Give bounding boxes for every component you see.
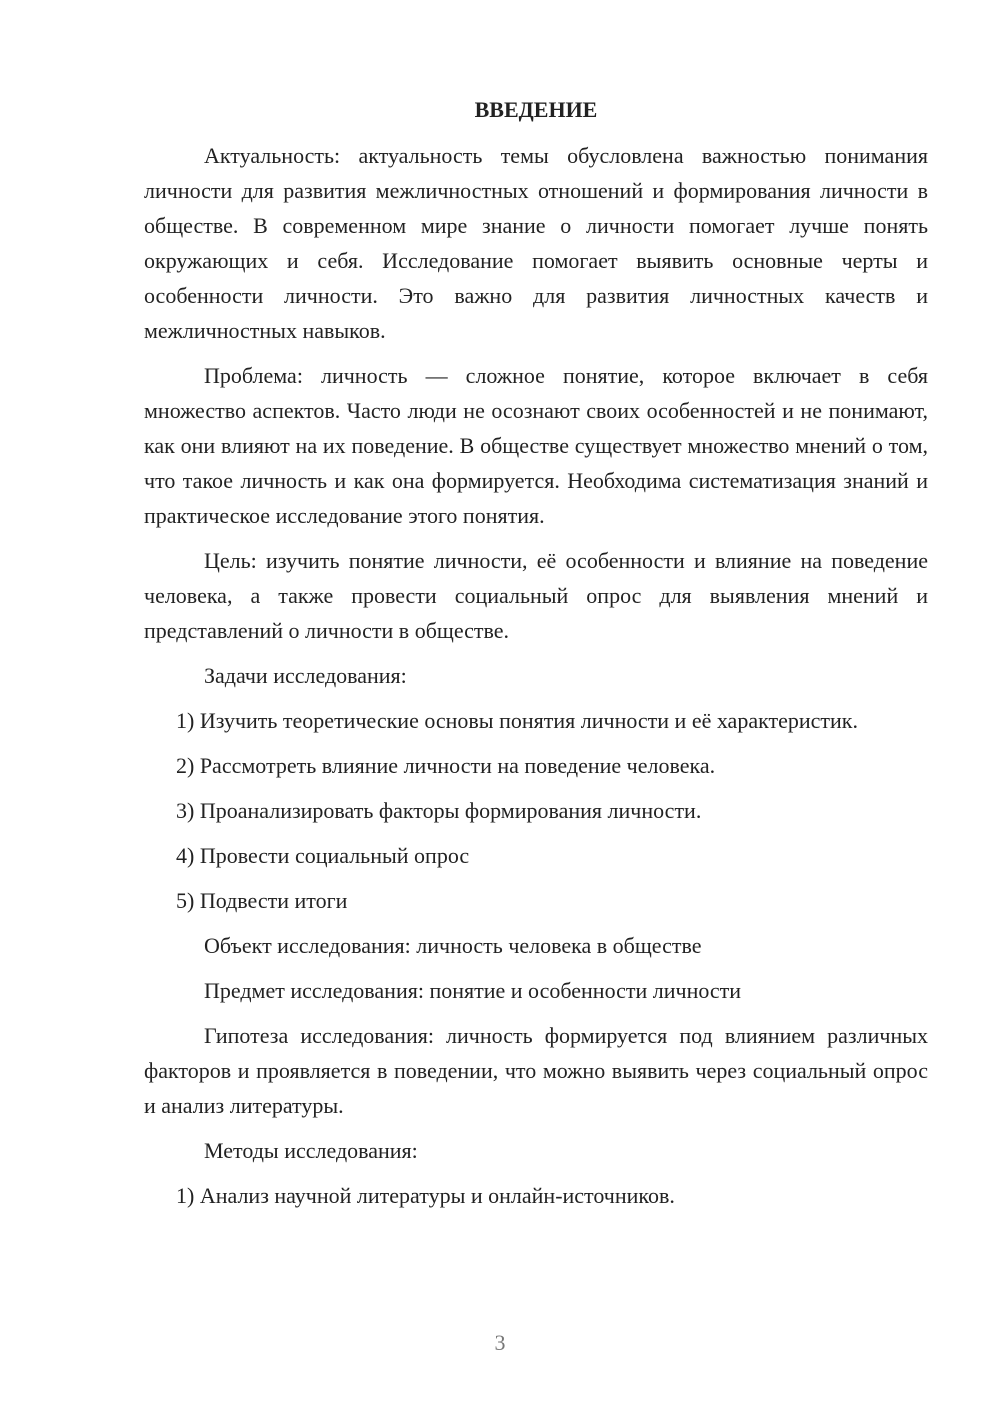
task-item-3: 3) Проанализировать факторы формирования личности. <box>176 798 702 823</box>
task-item-4: 4) Провести социальный опрос <box>176 843 470 868</box>
document-body <box>144 94 928 1223</box>
task-item-2: 2) Рассмотреть влияние личности на поведение человека. <box>176 753 716 778</box>
goal-paragraph: Цель: изучить понятие личности, её особенности и влияние на поведение человека, а также провести социальный опрос для выявления мнений и представлений о личности в обществе. <box>144 548 928 643</box>
task-item-5: 5) Подвести итоги <box>176 888 348 913</box>
methods-heading: Методы исследования: <box>204 1138 418 1163</box>
research-object: Объект исследования: личность человека в обществе <box>204 933 702 958</box>
task-item-1: 1) Изучить теоретические основы понятия личности и её характеристик. <box>176 708 858 733</box>
tasks-heading: Задачи исследования: <box>204 663 407 688</box>
relevance-paragraph: Актуальность: актуальность темы обусловлена важностью понимания личности для развития межличностных отношений и формирования личности в обществе. В современном мире знание о личности помогает лучше понять окружающих и себя. Исследование помогает выявить основные черты и особенности личности. Это важно для развития личностных качеств и межличностных навыков. <box>144 143 928 343</box>
page-number: 3 <box>494 1330 506 1355</box>
research-subject: Предмет исследования: понятие и особенности личности <box>204 978 742 1003</box>
method-item-1: 1) Анализ научной литературы и онлайн-источников. <box>176 1183 675 1208</box>
hypothesis-paragraph: Гипотеза исследования: личность формируется под влиянием различных факторов и проявляется в поведении, что можно выявить через социальный опрос и анализ литературы. <box>144 1023 928 1118</box>
problem-paragraph: Проблема: личность — сложное понятие, которое включает в себя множество аспектов. Часто люди не осознают своих особенностей и не понимают, как они влияют на их поведение. В обществе существует множество мнений о том, что такое личность и как она формируется. Необходима систематизация знаний и практическое исследование этого понятия. <box>144 363 928 528</box>
page-title: ВВЕДЕНИЕ <box>474 97 598 122</box>
